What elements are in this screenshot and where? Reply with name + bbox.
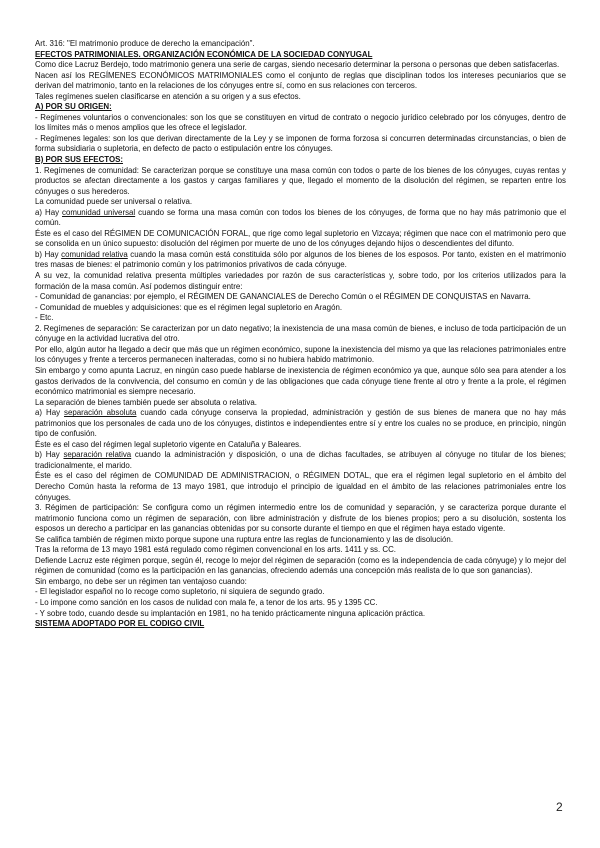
page-content xyxy=(35,39,566,630)
text-run: cuando se forma una masa común con todos los bienes de los cónyuges, de forma que no hay más patrimonio que el común. xyxy=(35,207,566,228)
text-run: : Se caracterizan por un dato negativo; la inexistencia de una masa común de bienes, e incluso de toda participación de un cónyuge en la actividad lucrativa del otro. xyxy=(35,323,567,344)
text-run: b) Hay xyxy=(35,249,62,259)
text-run: - xyxy=(35,112,41,122)
underlined-term: separación relativa xyxy=(63,450,132,460)
text-run: REGÍMENES ECONÓMICOS MATRIMONIALES xyxy=(88,70,263,80)
paragraph: Defiende Lacruz este régimen porque, según él, recoge lo mejor del régimen de separación (como es la independencia de cada cónyuge) y lo mejor del régimen de comunidad (como es la participación en las ganancias, ofreciendo además una concepción más realista de lo que son ganancias). xyxy=(35,555,566,576)
paragraph xyxy=(35,71,566,92)
article-quote: Art. 316: "El matrimonio produce de derecho la emancipación". xyxy=(35,39,255,48)
section-heading: EFECTOS PATRIMONIALES. ORGANIZACIÓN ECONÓMICA DE LA SOCIEDAD CONYUGAL xyxy=(35,49,373,59)
paragraph: Tales regímenes suelen clasificarse en atención a su origen y a sus efectos. xyxy=(35,91,301,101)
text-run: Nacen así los xyxy=(35,70,89,80)
list-item: - El legislador español no lo recoge como supletorio, ni siquiera de segundo grado. xyxy=(35,587,325,597)
paragraph xyxy=(35,324,566,345)
paragraph: Éste es el caso del RÉGIMEN DE COMUNICACIÓN FORAL, que rige como legal supletorio en Vizcaya; régimen que nace con el matrimonio pero que se consolida en un único supuesto: disolución del régimen por muerte de uno de los cónyuges dejando hijos o descendientes del difunto. xyxy=(35,228,566,249)
text-run: Regímenes voluntarios o convencionales xyxy=(40,112,186,122)
paragraph xyxy=(35,408,566,440)
subsection-heading: A) POR SU ORIGEN: xyxy=(35,102,112,112)
text-run: cuando la masa común está constituida sólo por algunos de los bienes de los esposos. Por tanto, existen en el matrimonio tres masas de bienes: el patrimonio común y los patrimonios privativos de cada cónyuge. xyxy=(35,249,566,270)
list-item: - Y sobre todo, cuando desde su implantación en 1981, no ha tenido prácticamente ninguna aplicación práctica. xyxy=(35,608,426,618)
text-run: 3. Régimen de participación xyxy=(35,503,137,513)
text-run: a) Hay xyxy=(35,408,65,418)
paragraph: Sin embargo y como apunta Lacruz, en ningún caso puede hablarse de inexistencia de régimen económico ya que, aunque sólo sea para atender a los gastos derivados de la convivencia, del consumo en común y de las obligaciones que cada cónyuge tiene frente al otro y frente a la prole, el régimen económico matrimonial es siempre necesario. xyxy=(35,365,566,397)
paragraph: Éste es el caso del régimen de COMUNIDAD DE ADMINISTRACION, o RÉGIMEN DOTAL, que era el régimen legal supletorio en el ámbito del Derecho Común hasta la reforma de 13 mayo 1981, que introdujo el principio de igualdad en el ámbito de las relaciones patrimoniales entre los cónyuges. xyxy=(35,471,566,502)
paragraph: Éste es el caso del régimen legal supletorio vigente en Cataluña y Baleares. xyxy=(35,439,302,449)
paragraph: Por ello, algún autor ha llegado a decir que más que un régimen económico, supone la inexistencia del mismo ya que las relaciones patrimoniales entre los cónyuges y frente a terceros permanecen inalteradas, como si no hubiera habido matrimonio. xyxy=(35,344,566,365)
section-heading: SISTEMA ADOPTADO POR EL CODIGO CIVIL xyxy=(35,619,205,629)
paragraph xyxy=(35,208,566,229)
text-run: - xyxy=(35,133,41,143)
paragraph: Tras la reforma de 13 mayo 1981 está regulado como régimen convencional en los arts. 1411 y ss. CC. xyxy=(35,545,396,555)
list-item xyxy=(35,113,566,134)
paragraph: A su vez, la comunidad relativa presenta múltiples variedades por razón de sus características y, sobre todo, por los criterios utilizados para la formación de la masa común. Así podemos distinguir entre: xyxy=(35,271,566,291)
text-run: Regímenes legales xyxy=(40,133,109,143)
text-run: : Se caracterizan porque se constituye una masa común con todos o parte de los bienes de los cónyuges, cuyas rentas y productos se afectan directamente a los gastos y cargas familiares y que, llegado el momento de la disolución del régimen, se reparten entre los cónyuges o sus herederos. xyxy=(35,165,566,196)
list-item xyxy=(35,134,566,155)
text-run: a) Hay xyxy=(35,207,62,217)
text-run: : Se configura como un régimen intermedio entre los de comunidad y separación, y se caracteriza porque durante el matrimonio funciona como un régimen de separación, con libre administración y disfrute de los bienes propios; pero a su disolución, sostenta los esposos un derecho a participar en las ganancias obtenidas por su consorte durante el tiempo en que el régimen haya estado vigente. xyxy=(35,503,567,534)
underlined-term: separación absoluta xyxy=(64,408,137,418)
underlined-term: comunidad relativa xyxy=(61,249,128,259)
paragraph: Se califica también de régimen mixto porque supone una ruptura entre las reglas de funcionamiento y las de disolución. xyxy=(35,534,454,544)
paragraph: La separación de bienes también puede ser absoluta o relativa. xyxy=(35,397,257,407)
underlined-term: comunidad universal xyxy=(62,207,136,217)
text-run: b) Hay xyxy=(35,450,64,460)
paragraph xyxy=(35,450,566,471)
list-item: - Etc. xyxy=(35,313,54,323)
text-run: como el conjunto de reglas que disciplinan todos los intereses pecuniarios que se derivan del matrimonio, tanto en la relaciones de los cónyuges entre sí, como en sus relaciones con terceros. xyxy=(35,70,566,91)
list-item: - Comunidad de ganancias: por ejemplo, el RÉGIMEN DE GANANCIALES de Derecho Común o el RÉGIMEN DE CONQUISTAS en Navarra. xyxy=(35,292,531,302)
subsection-heading: B) POR SUS EFECTOS: xyxy=(35,155,123,165)
paragraph: La comunidad puede ser universal o relativa. xyxy=(35,197,193,207)
paragraph: Sin embargo, no debe ser un régimen tan ventajoso cuando: xyxy=(35,576,247,586)
paragraph: Como dice Lacruz Berdejo, todo matrimonio genera una serie de cargas, siendo necesario determinar la persona o personas que deben satisfacerlas. xyxy=(35,60,560,70)
text-run: : son los que derivan directamente de la Ley y se imponen de forma forzosa si concurren determinadas circunstancias, o bien de forma subsidiaria o supletoria, en defecto de pacto o estipulación entre los cónyuges. xyxy=(35,133,566,154)
text-run: 1. Regímenes de comunidad xyxy=(35,165,137,175)
paragraph xyxy=(35,503,566,535)
list-item: - Comunidad de muebles y adquisiciones: que es el régimen legal supletorio en Aragón. xyxy=(35,302,343,312)
text-run: cuando la administración y disposición, o una de dichas facultades, se atribuyen al cónyuge no titular de los bienes; tradicionalmente, el marido. xyxy=(35,450,567,470)
page-number: 2 xyxy=(556,800,563,814)
paragraph xyxy=(35,250,566,271)
text-run: 2. Regímenes de separación xyxy=(35,323,136,333)
text-run: cuando cada cónyuge conserva la propiedad, administración y gestión de sus bienes de manera que no hay más patrimonios que los personales de cada uno de los cónyuges, distintos e independientes entre sí y entre los cuales no se produce, en principio, ningún tipo de confusión. xyxy=(35,408,566,439)
paragraph xyxy=(35,166,566,198)
list-item: - Lo impone como sanción en los casos de nulidad con mala fe, a tenor de los arts. 95 y 1395 CC. xyxy=(35,597,378,607)
text-run: : son los que se constituyen en virtud de contrato o negocio jurídico celebrado por los cónyuges, dentro de los límites más o menos amplios que les ofrece el legislador. xyxy=(35,112,566,133)
